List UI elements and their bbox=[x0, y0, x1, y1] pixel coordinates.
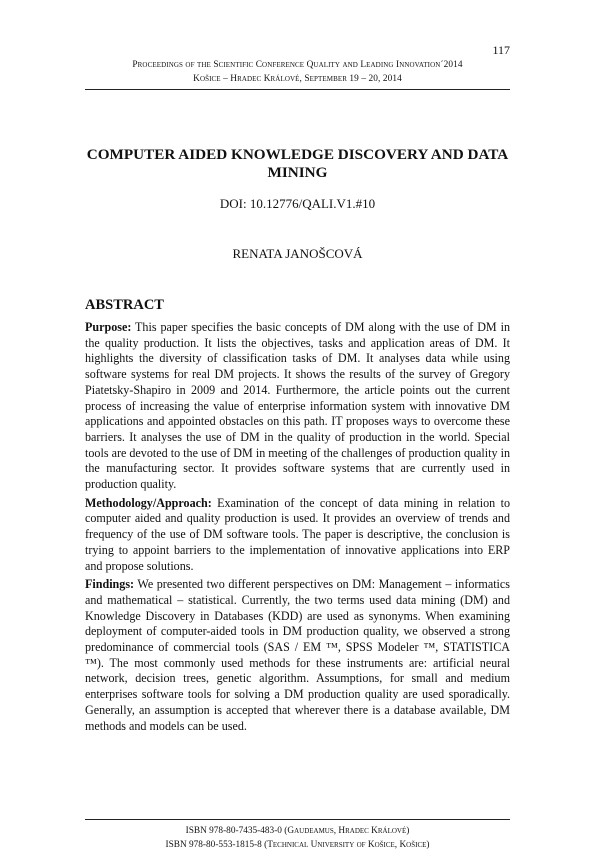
findings-text: We presented two different perspectives on DM: Management – informatics and mathematical – statistical. Currently, the two terms used data mining (DM) and Knowledge Discovery in Databases (KDD) are used as synonyms. When examining deployment of computer-aided tools in DM production quality, we observed a strong predominance of commercial tools (SAS / EM ™, SPSS Modeler ™, STATISTICA ™). The most commonly used methods for these instruments are: artificial neural network, decision trees, genetic algorithm. Assumptions, for small and medium enterprises software tools for solving a DM production quality are used sporadically. Generally, an assumption is accepted that wherever there is a database available, DM methods and models can be used. bbox=[85, 577, 510, 733]
doi: DOI: 10.12776/QALI.V1.#10 bbox=[219, 196, 376, 211]
methodology-label: Methodology/Approach: bbox=[85, 495, 212, 510]
isbn-line-1: ISBN 978-80-7435-483-0 (Gaudeamus, Hradec Králové) bbox=[185, 826, 410, 836]
footer-isbn bbox=[85, 824, 510, 852]
abstract-findings bbox=[85, 577, 510, 734]
findings-label: Findings: bbox=[85, 577, 135, 592]
purpose-text: This paper specifies the basic concepts of DM along with the use of DM in the quality production. It lists the objectives, tasks and application areas of DM. It highlights the diversity of classification tasks of DM. It analyses data while using software systems for real DM projects. It shows the results of the survey of Gregory Piatetsky-Shapiro in 2009 and 2014. Furthermore, the article points out the current process of increasing the value of enterprise information system with innovative DM applications and appointed obstacles on this path. IT proposes ways to overcome these barriers. It analyses the use of DM in the quality of production in the world. Special tools are devoted to the use of DM in meeting of the challenges of production quality in the manufacturing sector. It provides software systems that are currently used in production quality. bbox=[85, 320, 510, 492]
abstract-methodology bbox=[85, 496, 510, 575]
page-number: 117 bbox=[492, 43, 510, 57]
author-name: RENATA JANOŠCOVÁ bbox=[232, 246, 363, 261]
running-header bbox=[85, 58, 510, 86]
isbn-line-2: ISBN 978-80-553-1815-8 (Technical University of Košice, Košice) bbox=[165, 840, 430, 850]
abstract-heading: ABSTRACT bbox=[85, 297, 164, 313]
abstract-body bbox=[85, 320, 510, 737]
abstract-purpose bbox=[85, 320, 510, 493]
paper-title: COMPUTER AIDED KNOWLEDGE DISCOVERY AND DATA MINING bbox=[86, 146, 509, 181]
methodology-text: Examination of the concept of data mining in relation to computer aided and quality production is used. It provides an overview of trends and frequency of the use of DM software tools. The paper is descriptive, the conclusion is trying to appoint barriers to the implementation of innovative applications into ERP and propose solutions. bbox=[85, 495, 510, 573]
footer-rule bbox=[85, 819, 510, 820]
purpose-label: Purpose: bbox=[85, 320, 132, 334]
running-header-line-1: Proceedings of the Scientific Conference Quality and Leading Innovation´2014 bbox=[132, 60, 463, 70]
running-header-line-2: Košice – Hradec Králové, September 19 – 20, 2014 bbox=[193, 74, 402, 84]
header-rule bbox=[85, 89, 510, 90]
